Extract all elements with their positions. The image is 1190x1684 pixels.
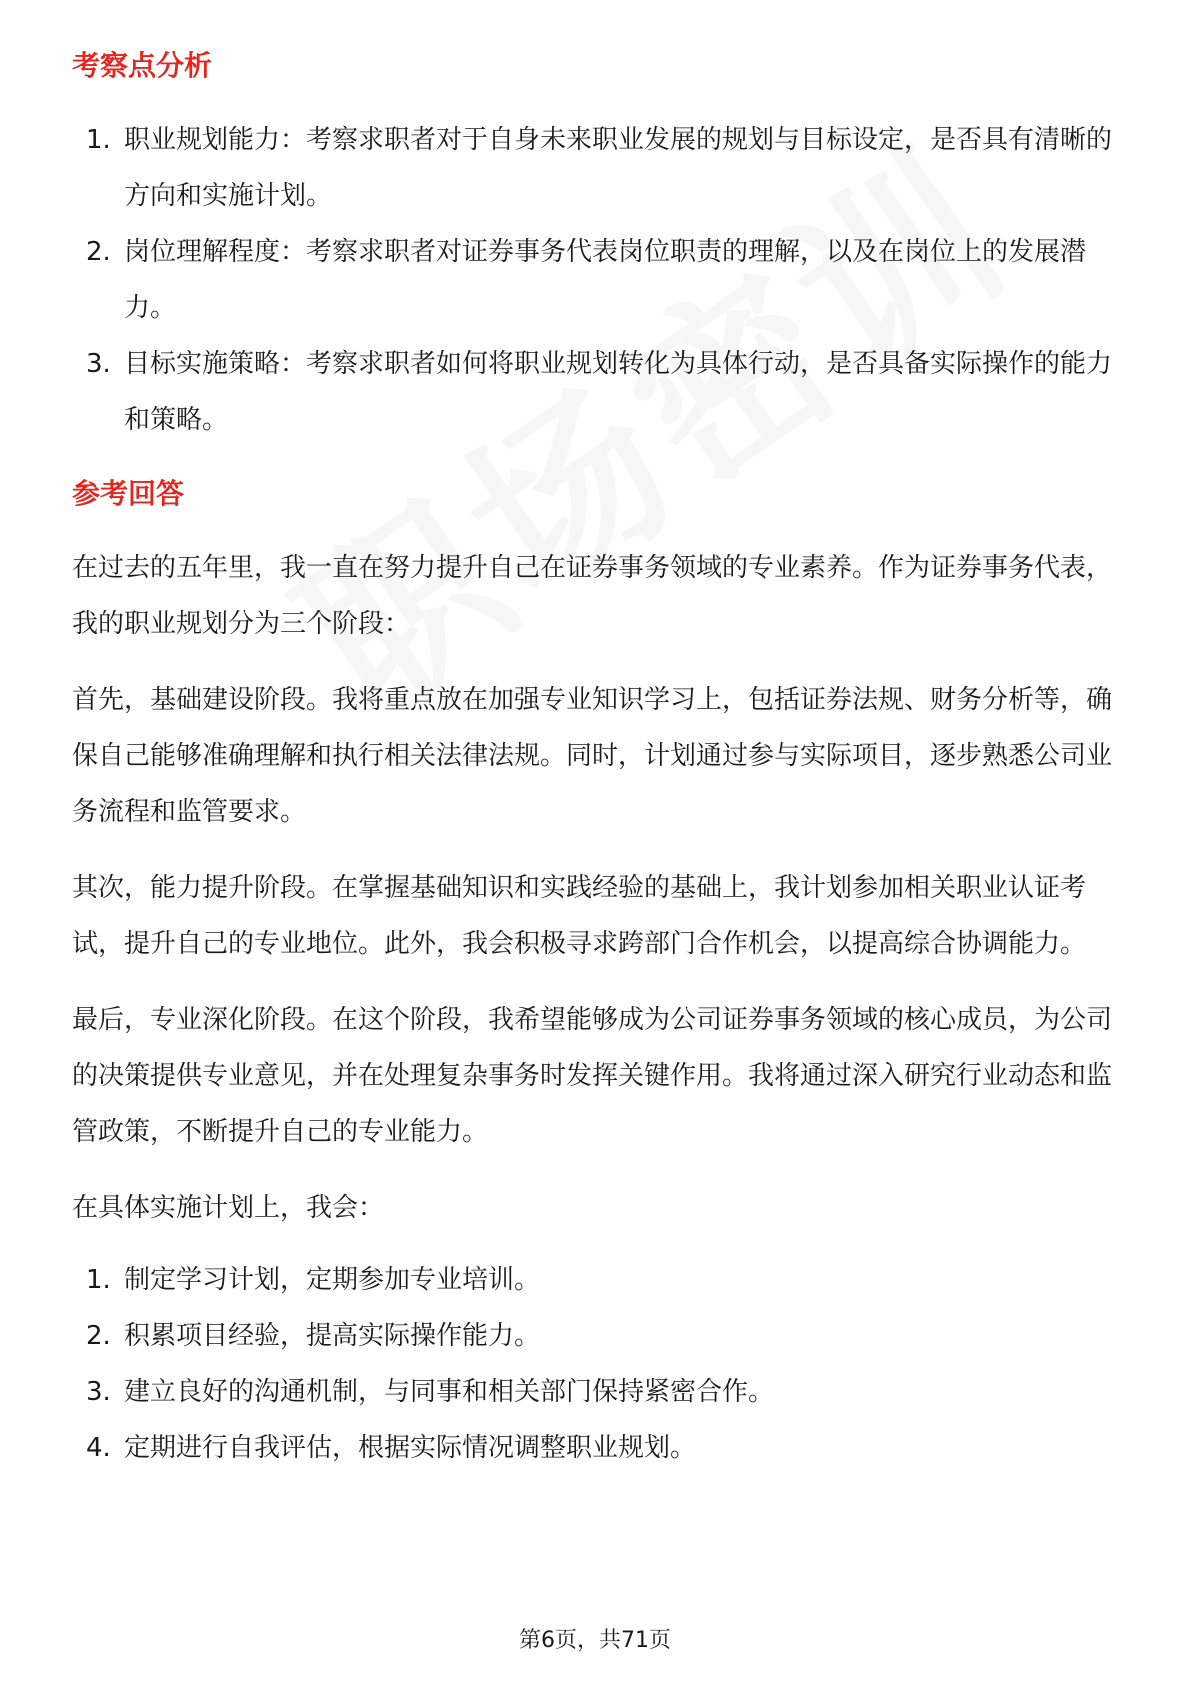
list-text: 积累项目经验，提高实际操作能力。 (124, 1321, 541, 1351)
list-item (72, 112, 1118, 224)
analysis-heading: 考察点分析 (72, 49, 213, 82)
list-item (72, 1308, 1118, 1364)
answer-paragraph: 最后，专业深化阶段。在这个阶段，我希望能够成为公司证券事务领域的核心成员，为公司的决策提供专业意见，并在处理复杂事务时发挥关键作用。我将通过深入研究行业动态和监管政策，不断提升自己的专业能力。 (72, 1005, 1113, 1147)
list-number: 1. (86, 1265, 111, 1295)
plan-list (72, 1252, 1118, 1476)
list-text: 定期进行自我评估，根据实际情况调整职业规划。 (124, 1433, 697, 1463)
list-text: 岗位理解程度：考察求职者对证券事务代表岗位职责的理解，以及在岗位上的发展潜力。 (124, 237, 1087, 323)
list-number: 2. (86, 1321, 111, 1351)
list-text: 职业规划能力：考察求职者对于自身未来职业发展的规划与目标设定，是否具有清晰的方向和实施计划。 (124, 125, 1113, 211)
list-item (72, 336, 1118, 448)
list-text: 制定学习计划，定期参加专业培训。 (124, 1265, 541, 1295)
document-body (72, 46, 1118, 1476)
analysis-list (72, 112, 1118, 448)
list-number: 1. (86, 125, 111, 155)
list-number: 4. (86, 1433, 111, 1463)
answer-paragraph: 在过去的五年里，我一直在努力提升自己在证券事务领域的专业素养。作为证券事务代表，我的职业规划分为三个阶段： (72, 553, 1113, 639)
list-item (72, 1420, 1118, 1476)
answer-paragraph: 首先，基础建设阶段。我将重点放在加强专业知识学习上，包括证券法规、财务分析等，确保自己能够准确理解和执行相关法律法规。同时，计划通过参与实际项目，逐步熟悉公司业务流程和监管要求。 (72, 685, 1113, 827)
page-number: 第6页，共71页 (519, 1628, 671, 1653)
list-item (72, 1252, 1118, 1308)
answer-paragraph: 其次，能力提升阶段。在掌握基础知识和实践经验的基础上，我计划参加相关职业认证考试，提升自己的专业地位。此外，我会积极寻求跨部门合作机会，以提高综合协调能力。 (72, 873, 1087, 959)
answer-paragraph: 在具体实施计划上，我会： (72, 1193, 385, 1223)
list-text: 目标实施策略：考察求职者如何将职业规划转化为具体行动，是否具备实际操作的能力和策略。 (124, 349, 1113, 435)
list-text: 建立良好的沟通机制，与同事和相关部门保持紧密合作。 (124, 1377, 775, 1407)
list-number: 3. (86, 1377, 111, 1407)
list-number: 2. (86, 237, 111, 267)
list-number: 3. (86, 349, 111, 379)
list-item (72, 224, 1118, 336)
list-item (72, 1364, 1118, 1420)
answer-heading: 参考回答 (72, 477, 185, 510)
